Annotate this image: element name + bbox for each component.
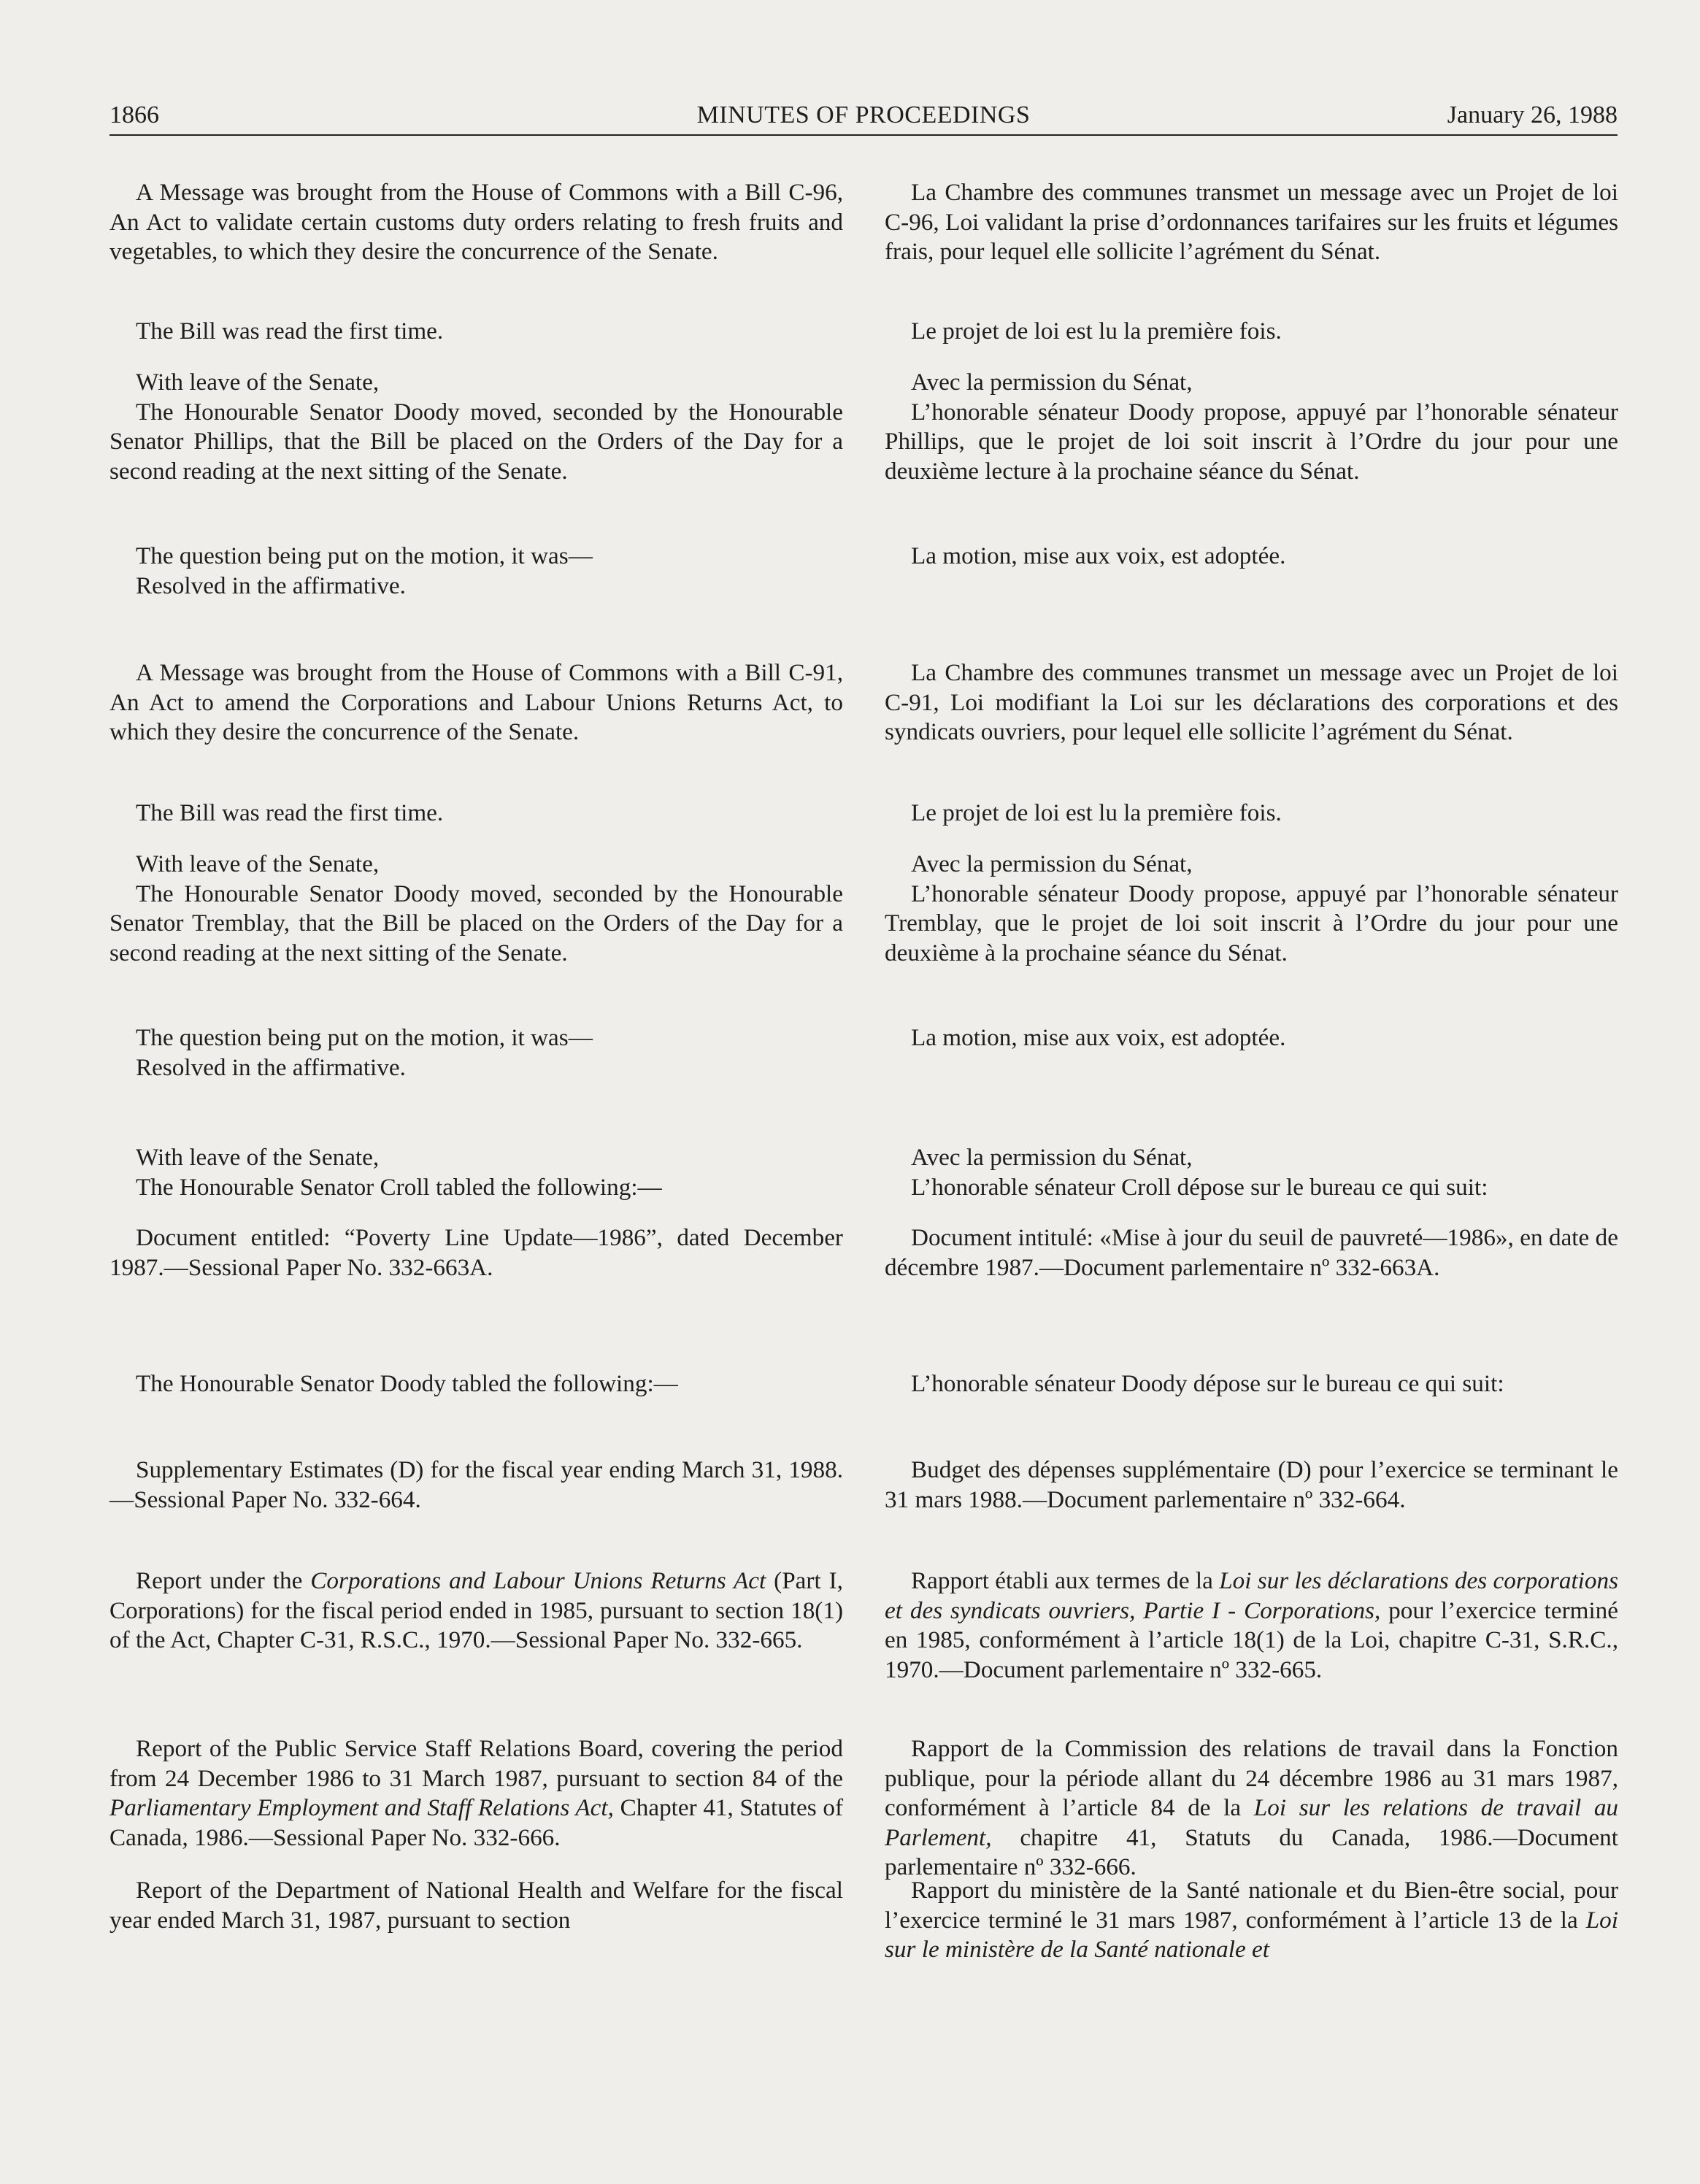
act-title: Corporations and Labour Unions Returns Act [310, 1567, 766, 1594]
line: The Honourable Senator Croll tabled the following:— [136, 1173, 662, 1201]
line: Avec la permission du Sénat, [911, 1144, 1193, 1171]
line: Resolved in the affirmative. [136, 1053, 406, 1081]
paragraph-en-10: Document entitled: “Poverty Line Update—1986”, dated December 1987.—Sessional Paper No. 332-663A. [109, 1224, 843, 1281]
paragraph-en-3 [109, 368, 843, 486]
paragraph-en-4 [109, 542, 843, 601]
paragraph-fr-13 [885, 1566, 1618, 1685]
line: Avec la permission du Sénat, [911, 369, 1193, 396]
paragraph-fr-2: Le projet de loi est lu la première fois. [911, 318, 1282, 345]
paragraph-en-14 [109, 1734, 843, 1853]
act-title: Loi sur les déclarations des corporations et des syndicats ouvriers, Partie I - Corporations, [885, 1567, 1618, 1624]
paragraph-en-13 [109, 1566, 843, 1656]
paragraph-en-15: Report of the Department of National Health and Welfare for the fiscal year ended March 31, 1987, pursuant to section [109, 1877, 843, 1934]
line: The question being put on the motion, it was— [136, 542, 593, 569]
text-run: Report under the [136, 1567, 311, 1594]
paragraph-fr-10: Document intitulé: «Mise à jour du seuil de pauvreté—1986», en date de décembre 1987.—Document parlementaire nº 332-663A. [885, 1224, 1618, 1281]
paragraph-fr-8: La motion, mise aux voix, est adoptée. [911, 1024, 1286, 1051]
running-title: MINUTES OF PROCEEDINGS [696, 101, 1031, 128]
paragraph-fr-15 [885, 1876, 1618, 1965]
paragraph-fr-3 [885, 368, 1618, 486]
line: With leave of the Senate, [136, 369, 380, 396]
paragraph-fr-9 [885, 1143, 1618, 1202]
line: With leave of the Senate, [136, 1144, 380, 1171]
paragraph-en-2: The Bill was read the first time. [136, 318, 444, 345]
page-header [109, 101, 1618, 137]
paragraph-fr-14 [885, 1734, 1618, 1883]
paragraph-fr-7 [885, 850, 1618, 968]
text-run: Rapport du ministère de la Santé nationale et du Bien-être social, pour l’exercice terminé le 31 mars 1987, conformément à l’article 13 de la [885, 1877, 1618, 1934]
text-run: Rapport de la Commission des relations de travail dans la Fonction publique, pour la période allant du 24 décembre 1986 au 31 mars 1987, conformément à l’article 84 de la [885, 1735, 1618, 1821]
paragraph-fr-6: Le projet de loi est lu la première fois. [911, 799, 1282, 826]
text-run: pour l’exercice terminé en 1985, conformément à l’article 18(1) de la Loi, chapitre C-31, S.R.C., 1970.—Document parlementaire nº 332-665. [885, 1596, 1618, 1683]
line: L’honorable sénateur Doody propose, appuyé par l’honorable sénateur Tremblay, que le projet de loi soit inscrit à l’Ordre du jour pour une deuxième à la prochaine séance du Sénat. [885, 880, 1618, 966]
paragraph-en-12: Supplementary Estimates (D) for the fiscal year ending March 31, 1988.—Sessional Paper No. 332-664. [109, 1456, 843, 1513]
line: The question being put on the motion, it was— [136, 1024, 593, 1051]
text-run: Rapport établi aux termes de la [911, 1567, 1220, 1594]
line: L’honorable sénateur Doody propose, appuyé par l’honorable sénateur Phillips, que le projet de loi soit inscrit à l’Ordre du jour pour une deuxième lecture à la prochaine séance du Sénat. [885, 398, 1618, 485]
page-number: 1866 [109, 101, 159, 128]
line: L’honorable sénateur Croll dépose sur le bureau ce qui suit: [911, 1173, 1488, 1201]
paragraph-en-5: A Message was brought from the House of Commons with a Bill C-91, An Act to amend the Corporations and Labour Unions Returns Act, to which they desire the concurrence of the Senate. [109, 659, 843, 745]
paragraph-fr-4: La motion, mise aux voix, est adoptée. [911, 542, 1286, 569]
paragraph-en-7 [109, 850, 843, 968]
line: With leave of the Senate, [136, 850, 380, 877]
paragraph-en-9 [109, 1143, 843, 1202]
paragraph-en-8 [109, 1023, 843, 1083]
paragraph-fr-12: Budget des dépenses supplémentaire (D) pour l’exercice se terminant le 31 mars 1988.—Document parlementaire nº 332-664. [885, 1456, 1618, 1513]
paragraph-en-11: The Honourable Senator Doody tabled the following:— [136, 1370, 678, 1397]
text-run: (Part I, Corporations) for the fiscal period ended in 1985, pursuant to section 18(1) of the Act, Chapter C-31, R.S.C., 1970.—Sessional Paper No. 332-665. [109, 1567, 843, 1653]
act-title: Loi sur les relations de travail au Parlement, [885, 1794, 1619, 1851]
header-date: January 26, 1988 [1447, 101, 1618, 128]
header-rule [109, 134, 1618, 136]
paragraph-en-6: The Bill was read the first time. [136, 799, 444, 826]
paragraph-en-1: A Message was brought from the House of Commons with a Bill C-96, An Act to validate certain customs duty orders relating to fresh fruits and vegetables, to which they desire the concurrence of the Senate. [109, 179, 843, 265]
act-title: Parliamentary Employment and Staff Relations Act, [109, 1794, 614, 1821]
paragraph-fr-5: La Chambre des communes transmet un message avec un Projet de loi C-91, Loi modifiant la Loi sur les déclarations des corporations et des syndicats ouvriers, pour lequel elle sollicite l’agrément du Sénat. [885, 659, 1618, 745]
paragraph-fr-11: L’honorable sénateur Doody dépose sur le bureau ce qui suit: [911, 1370, 1504, 1397]
line: Avec la permission du Sénat, [911, 850, 1193, 877]
line: The Honourable Senator Doody moved, seconded by the Honourable Senator Tremblay, that the Bill be placed on the Orders of the Day for a second reading at the next sitting of the Senate. [109, 880, 843, 966]
text-run: Chapter 41, Statutes of Canada, 1986.—Sessional Paper No. 332-666. [109, 1794, 843, 1851]
paragraph-fr-1: La Chambre des communes transmet un message avec un Projet de loi C-96, Loi validant la prise d’ordonnances tarifaires sur les fruits et légumes frais, pour lequel elle sollicite l’agrément du Sénat. [885, 179, 1618, 265]
text-run: chapitre 41, Statuts du Canada, 1986.—Document parlementaire nº 332-666. [885, 1823, 1618, 1880]
line: Resolved in the affirmative. [136, 572, 406, 599]
act-title: Loi sur le ministère de la Santé nationale et [885, 1906, 1618, 1963]
text-run: Report of the Public Service Staff Relations Board, covering the period from 24 December 1986 to 31 March 1987, pursuant to section 84 of the [109, 1735, 843, 1792]
line: The Honourable Senator Doody moved, seconded by the Honourable Senator Phillips, that the Bill be placed on the Orders of the Day for a second reading at the next sitting of the Senate. [109, 398, 843, 485]
